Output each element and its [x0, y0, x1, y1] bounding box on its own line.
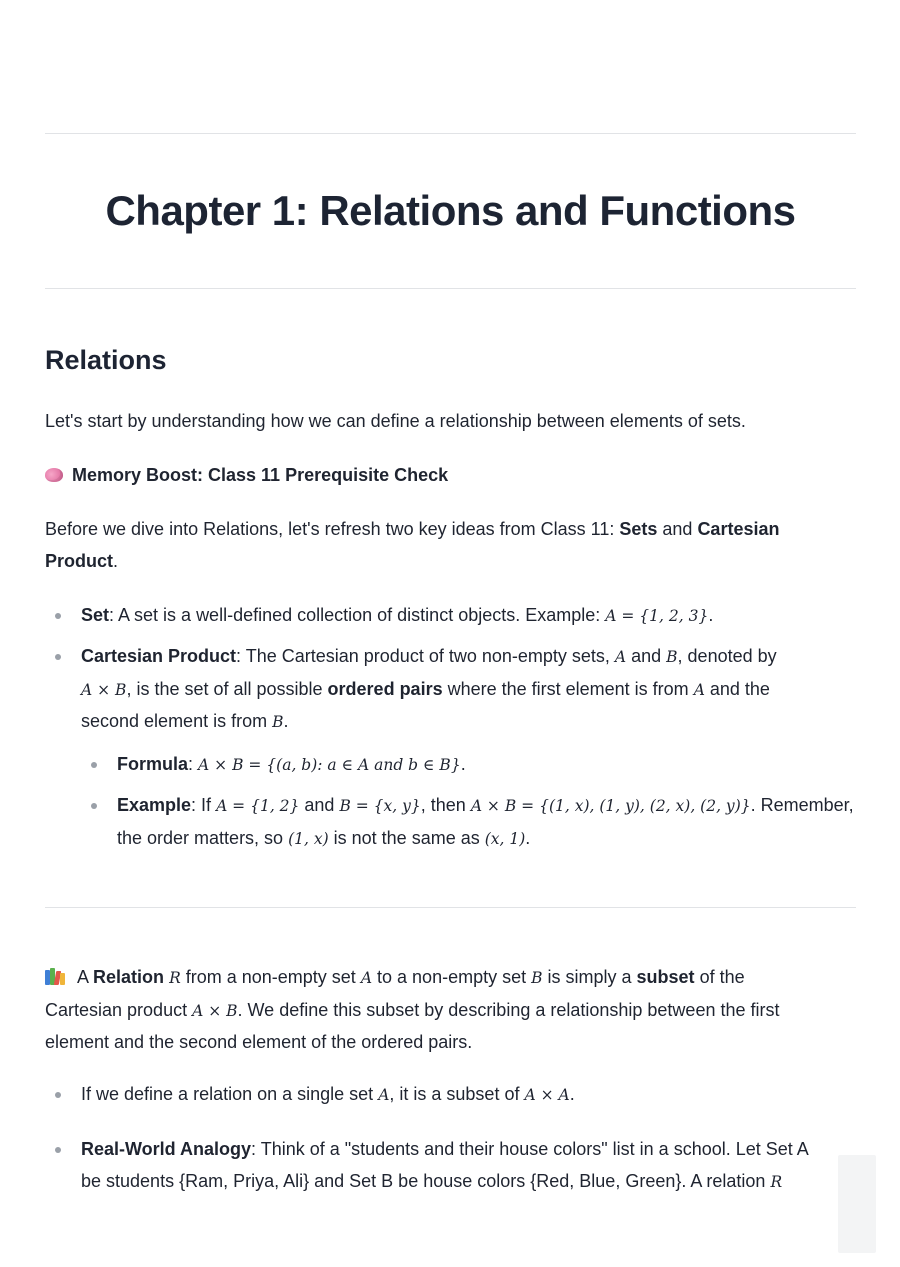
set-text: : A set is a well-defined collection of distinct objects. Example: — [109, 605, 606, 625]
cart-A: A — [614, 648, 627, 666]
ex-math-3: A × B = {(1, x), (1, y), (2, x), (2, y)} — [470, 797, 751, 815]
cart-B: B — [666, 648, 678, 666]
rel-R: R — [169, 969, 181, 987]
ex-math-1: A = {1, 2} — [216, 797, 300, 815]
bullet — [91, 803, 97, 809]
formula-math: A × B = {(a, b): a ∈ A and b ∈ B} — [198, 756, 461, 774]
term-example: Example — [117, 795, 192, 815]
ex-math-5: (x, 1) — [484, 829, 526, 848]
rel-text-7: . We define this subset by describing a relationship between the first — [237, 999, 780, 1020]
section-heading: Relations — [45, 345, 167, 375]
ex-text-3: , then — [420, 795, 471, 815]
refresh-cartesian: Cartesian Product — [45, 519, 780, 571]
memory-boost-callout — [45, 460, 857, 492]
list-item-analogy — [81, 1134, 871, 1198]
rel-text-1: A — [73, 967, 94, 987]
rel-text-2: from a non-empty set — [180, 967, 361, 987]
analogy-text-1: : Think of a "students and their house colors" list in a school. Let Set A — [251, 1139, 809, 1159]
formula-end: . — [460, 754, 466, 774]
list-item-single-set — [81, 1079, 857, 1112]
refresh-text: Before we dive into Relations, let's refresh two key ideas from Class 11: — [45, 519, 620, 539]
page-number-watermark — [838, 1155, 876, 1253]
single-text-2: , it is a subset of — [389, 1084, 525, 1104]
cart-text-5: and the — [704, 678, 770, 699]
cart-text-6: second element is from — [81, 711, 273, 731]
term-formula: Formula — [117, 754, 189, 774]
cart-end: . — [283, 711, 289, 731]
ex-math-4: (1, x) — [288, 829, 329, 848]
page-title: Chapter 1: Relations and Functions — [105, 187, 796, 234]
analogy-text-2: be students {Ram, Priya, Ali} and Set B be house colors {Red, Blue, Green}. A relation — [81, 1170, 771, 1191]
cart-text-4: where the first element is from — [442, 678, 694, 699]
ex-math-2: B = {x, y} — [339, 797, 421, 815]
cart-and: and — [626, 646, 667, 666]
single-AxA: A × A — [524, 1086, 570, 1104]
cart-A-2: A — [693, 680, 705, 699]
rel-text-8: element and the second element of the ordered pairs. — [45, 1032, 473, 1052]
set-end: . — [708, 605, 714, 625]
rel-text-6: Cartesian product — [45, 999, 193, 1020]
ex-text-1: : If — [191, 795, 217, 815]
refresh-sets: Sets — [619, 519, 658, 539]
single-text-1: If we define a relation on a single set — [81, 1084, 379, 1104]
bullet — [55, 613, 61, 619]
ex-end: . — [525, 827, 531, 848]
ex-text-5: the order matters, so — [117, 827, 289, 848]
ex-text-2: and — [299, 795, 340, 815]
single-end: . — [569, 1084, 575, 1104]
memory-boost-label: Memory Boost: Class 11 Prerequisite Check — [72, 465, 449, 485]
cart-text-3: , is the set of all possible — [126, 678, 328, 699]
section-divider — [45, 907, 856, 908]
intro-paragraph: Let's start by understanding how we can define a relationship between elements of sets. — [45, 411, 746, 431]
brain-icon — [45, 468, 63, 482]
cart-text-1: : The Cartesian product of two non-empty sets, — [236, 646, 615, 666]
formula-colon: : — [188, 754, 199, 774]
rel-text-4: is simply a — [542, 967, 637, 987]
bullet — [91, 762, 97, 768]
rel-subset: subset — [636, 967, 695, 987]
refresh-paragraph — [45, 514, 857, 577]
bullet — [55, 654, 61, 660]
ex-text-6: is not the same as — [328, 827, 485, 848]
term-analogy: Real-World Analogy — [81, 1139, 252, 1159]
title-rule — [45, 288, 856, 289]
analogy-R: R — [770, 1172, 783, 1191]
cart-ordered-pairs: ordered pairs — [327, 678, 443, 699]
rel-text-3: to a non-empty set — [372, 967, 532, 987]
list-item-cartesian — [81, 641, 857, 739]
refresh-end: . — [113, 550, 119, 571]
cart-text-2: , denoted by — [677, 646, 777, 666]
cart-B-2: B — [272, 713, 284, 731]
ex-text-4: . Remember, — [750, 795, 854, 815]
cart-AxB: A × B — [81, 680, 127, 699]
rel-AxB: A × B — [192, 1001, 238, 1020]
top-rule — [45, 133, 856, 134]
bullet — [55, 1092, 61, 1098]
list-item-set — [81, 600, 857, 633]
rel-A: A — [360, 969, 373, 987]
set-math: A = {1, 2, 3} — [605, 607, 709, 625]
list-item-formula — [117, 749, 857, 782]
bullet — [55, 1147, 61, 1153]
rel-text-5: of the — [694, 967, 745, 987]
books-icon — [45, 968, 65, 985]
term-set: Set — [81, 605, 110, 625]
rel-B: B — [531, 969, 543, 987]
refresh-and: and — [657, 519, 698, 539]
rel-relation: Relation — [93, 967, 165, 987]
single-A: A — [378, 1086, 390, 1104]
relation-definition — [45, 962, 857, 1059]
term-cartesian: Cartesian Product — [81, 646, 237, 666]
list-item-example — [117, 790, 857, 855]
